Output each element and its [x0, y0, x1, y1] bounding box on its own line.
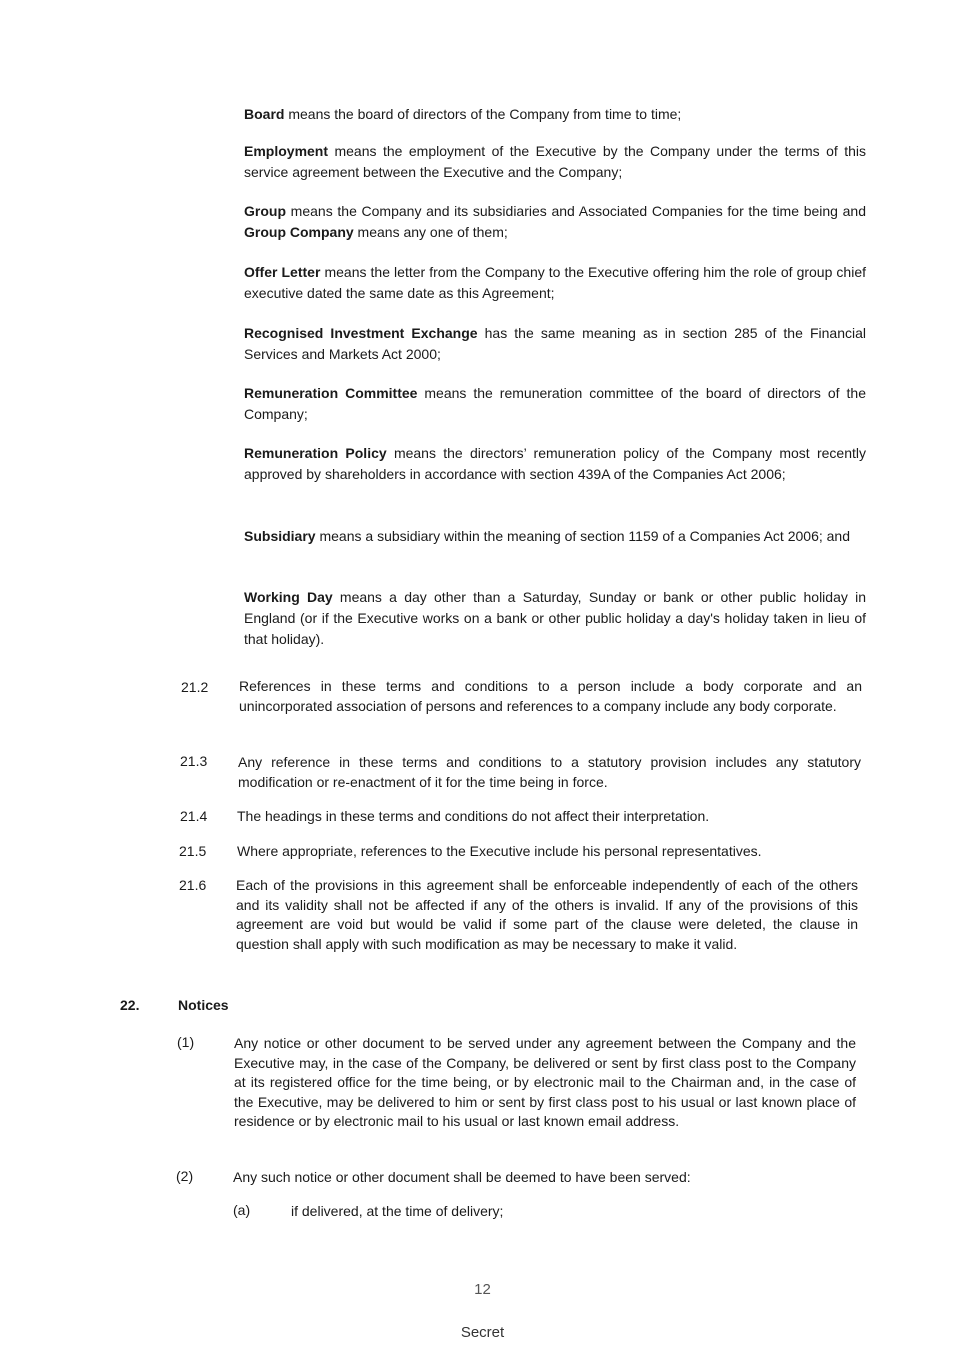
definition-text: means a day other than a Saturday, Sunday or bank or other public holiday in England (or if the Executive works on a bank or other public holiday a day's holiday taken in lieu of that holiday).: [244, 589, 867, 647]
section-number: 22.: [120, 997, 140, 1013]
definition-text: means a subsidiary within the meaning of section 1159 of a Companies Act 2006; and: [315, 528, 850, 544]
definition-term: Remuneration Policy: [244, 445, 387, 461]
definition-group: [244, 201, 866, 243]
definition-working-day: [244, 587, 866, 650]
classification-label: Secret: [460, 1324, 505, 1341]
clause-text: References in these terms and conditions to a person include a body corporate and an unincorporated association of persons and references to a company include any body corporate.: [239, 678, 862, 714]
definition-remuneration-policy: [244, 443, 866, 485]
definition-term: Group: [244, 203, 286, 219]
notice-number: (1): [177, 1034, 195, 1050]
clause-number: 21.4: [180, 808, 208, 824]
definition-subsidiary: [244, 526, 866, 547]
definition-term: Offer Letter: [244, 264, 321, 280]
clause-number: 21.3: [180, 753, 208, 769]
definition-text: means the letter from the Company to the Executive offering him the role of group chief executive dated the same date as this Agreement;: [244, 264, 866, 301]
section-title: Notices: [178, 997, 229, 1013]
clause-number: 21.6: [179, 877, 207, 893]
definition-offer-letter: [244, 262, 866, 304]
definition-term: Subsidiary: [244, 528, 316, 544]
notice-text: Any notice or other document to be served under any agreement between the Company and the Executive may, in the case of the Company, be delivered or sent by first class post to the Company at its registered office for the time being, or by electronic mail to the Chairman and, in the case of the Executive, may be delivered to him or sent by first class post to his usual or last known place of residence or by electronic mail to his usual or last known email address.: [234, 1035, 856, 1129]
definition-text: means the directors’ remuneration policy of the Company most recently approved by shareholders in accordance with section 439A of the Companies Act 2006;: [244, 445, 866, 482]
definition-text: means the remuneration committee of the board of directors of the Company;: [244, 385, 866, 422]
notice-number: (2): [176, 1168, 194, 1184]
definition-text: means the Company and its subsidiaries and Associated Companies for the time being and: [286, 203, 866, 219]
definition-text: means the board of directors of the Company from time to time;: [284, 106, 682, 122]
definition-board: [244, 104, 866, 125]
definition-text: means any one of them;: [353, 224, 508, 240]
clause-text: Where appropriate, references to the Executive include his personal representatives.: [237, 843, 762, 859]
definition-remuneration-committee: [244, 383, 866, 425]
notice-text: Any such notice or other document shall be deemed to have been served:: [233, 1169, 691, 1185]
definition-text: has the same meaning as in section 285 of the Financial Services and Markets Act 2000;: [244, 325, 866, 362]
definition-employment: [244, 141, 866, 183]
definition-term: Remuneration Committee: [244, 385, 418, 401]
page-number: 12: [474, 1281, 491, 1298]
clause-text: Each of the provisions in this agreement shall be enforceable independently of each of the others and its validity shall not be affected if any of the others is invalid. If any of the provisions of this agreement are void but would be valid if some part of the clause were deleted, the clause in question shall apply with such modification as may be necessary to make it valid.: [236, 877, 858, 952]
definition-text: means the employment of the Executive by the Company under the terms of this service agreement between the Executive and the Company;: [244, 143, 866, 180]
definition-recognised-investment-exchange: [244, 323, 866, 365]
clause-text: The headings in these terms and conditions do not affect their interpretation.: [237, 808, 710, 824]
subitem-text: if delivered, at the time of delivery;: [291, 1203, 504, 1219]
subitem-number: (a): [233, 1202, 251, 1218]
clause-number: 21.5: [179, 843, 207, 859]
clause-number: 21.2: [181, 679, 209, 695]
definition-term: Employment: [244, 143, 329, 159]
definition-term: Board: [244, 106, 285, 122]
clause-text: Any reference in these terms and conditions to a statutory provision includes any statutory modification or re-enactment of it for the time being in force.: [238, 754, 861, 790]
definition-term: Working Day: [244, 589, 333, 605]
definition-term: Recognised Investment Exchange: [244, 325, 478, 341]
definition-term-secondary: Group Company: [244, 224, 354, 240]
